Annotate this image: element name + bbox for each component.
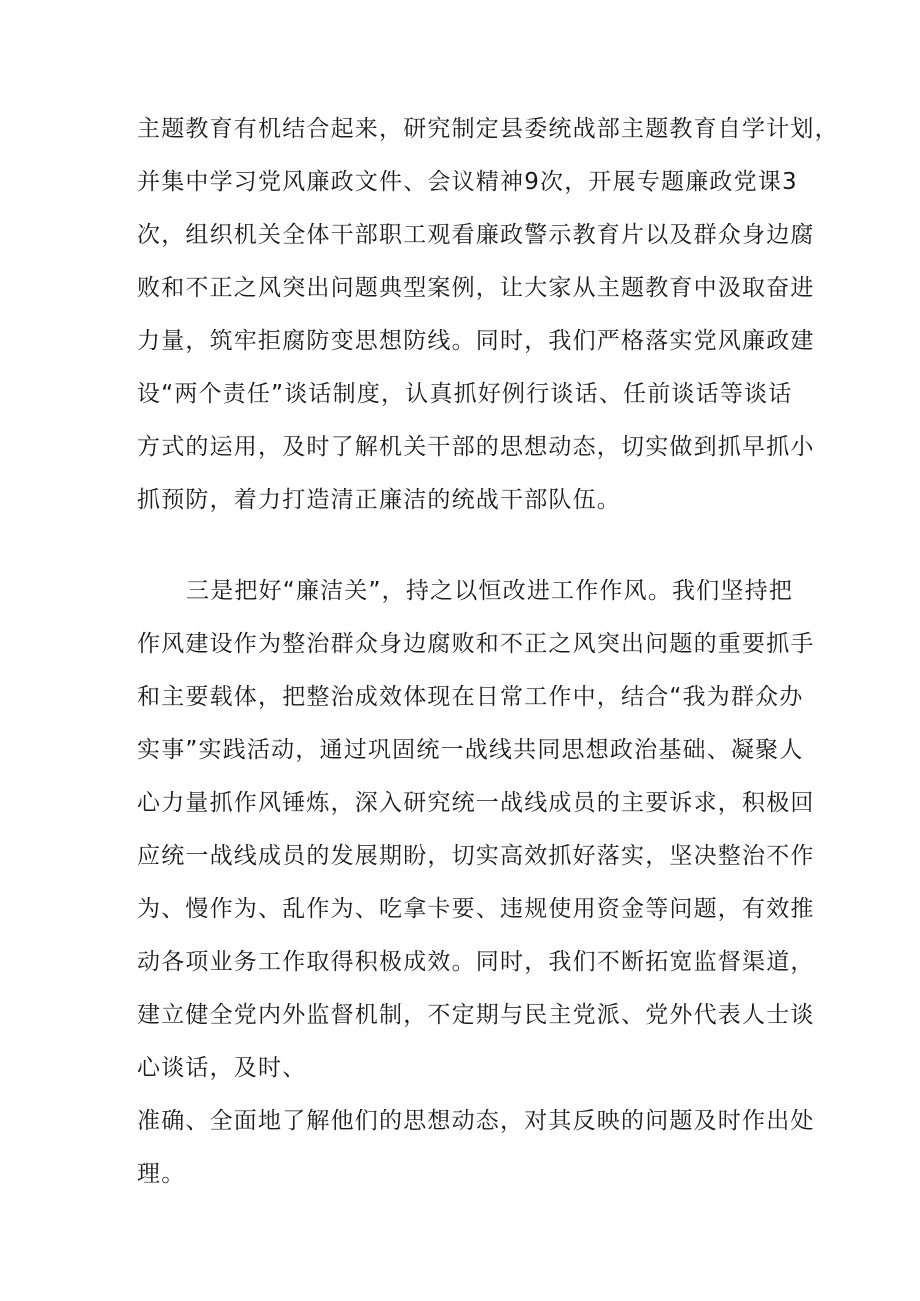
paragraph-2-line-1: 三是把好“廉洁关”，持之以恒改进工作作风。我们坚持把 bbox=[186, 578, 794, 604]
paragraph-2-line-6: 应统一战线成员的发展期盼，切实高效抓好落实，坚决整治不作 bbox=[137, 843, 815, 869]
paragraph-2-line-7: 为、慢作为、乱作为、吃拿卡要、违规使用资金等问题，有效推 bbox=[137, 896, 815, 922]
paragraph-1-line-7: 方式的运用，及时了解机关干部的思想动态，切实做到抓早抓小 bbox=[137, 434, 815, 460]
paragraph-1-line-2: 并集中学习党风廉政文件、会议精神9次，开展专题廉政党课3 bbox=[137, 169, 798, 195]
paragraph-1-line-5: 力量，筑牢拒腐防变思想防线。同时，我们严格落实党风廉政建 bbox=[137, 328, 815, 354]
paragraph-2-line-11: 准确、全面地了解他们的思想动态，对其反映的问题及时作出处 bbox=[137, 1108, 815, 1134]
paragraph-1-line-3: 次，组织机关全体干部职工观看廉政警示教育片以及群众身边腐 bbox=[137, 222, 815, 248]
paragraph-1-line-4: 败和不正之风突出问题典型案例，让大家从主题教育中汲取奋进 bbox=[137, 275, 815, 301]
paragraph-2-line-3: 和主要载体，把整治成效体现在日常工作中，结合“我为群众办 bbox=[137, 684, 804, 710]
paragraph-2-line-9: 建立健全党内外监督机制，不定期与民主党派、党外代表人士谈 bbox=[137, 1002, 815, 1028]
paragraph-2-line-12: 理。 bbox=[137, 1161, 186, 1187]
paragraph-1-line-1: 主题教育有机结合起来，研究制定县委统战部主题教育自学计划， bbox=[137, 116, 839, 142]
paragraph-2-line-4: 实事”实践活动，通过巩固统一战线共同思想政治基础、凝聚人 bbox=[137, 737, 804, 763]
paragraph-2-line-2: 作风建设作为整治群众身边腐败和不正之风突出问题的重要抓手 bbox=[137, 631, 815, 657]
paragraph-1-line-6: 设“两个责任”谈话制度，认真抓好例行谈话、任前谈话等谈话 bbox=[137, 381, 793, 407]
paragraph-2-line-10: 心谈话，及时、 bbox=[137, 1055, 307, 1081]
paragraph-1-line-8: 抓预防，着力打造清正廉洁的统战干部队伍。 bbox=[137, 487, 621, 513]
paragraph-2-line-8: 动各项业务工作取得积极成效。同时，我们不断拓宽监督渠道， bbox=[137, 949, 815, 975]
paragraph-2-line-5: 心力量抓作风锤炼，深入研究统一战线成员的主要诉求，积极回 bbox=[137, 790, 815, 816]
